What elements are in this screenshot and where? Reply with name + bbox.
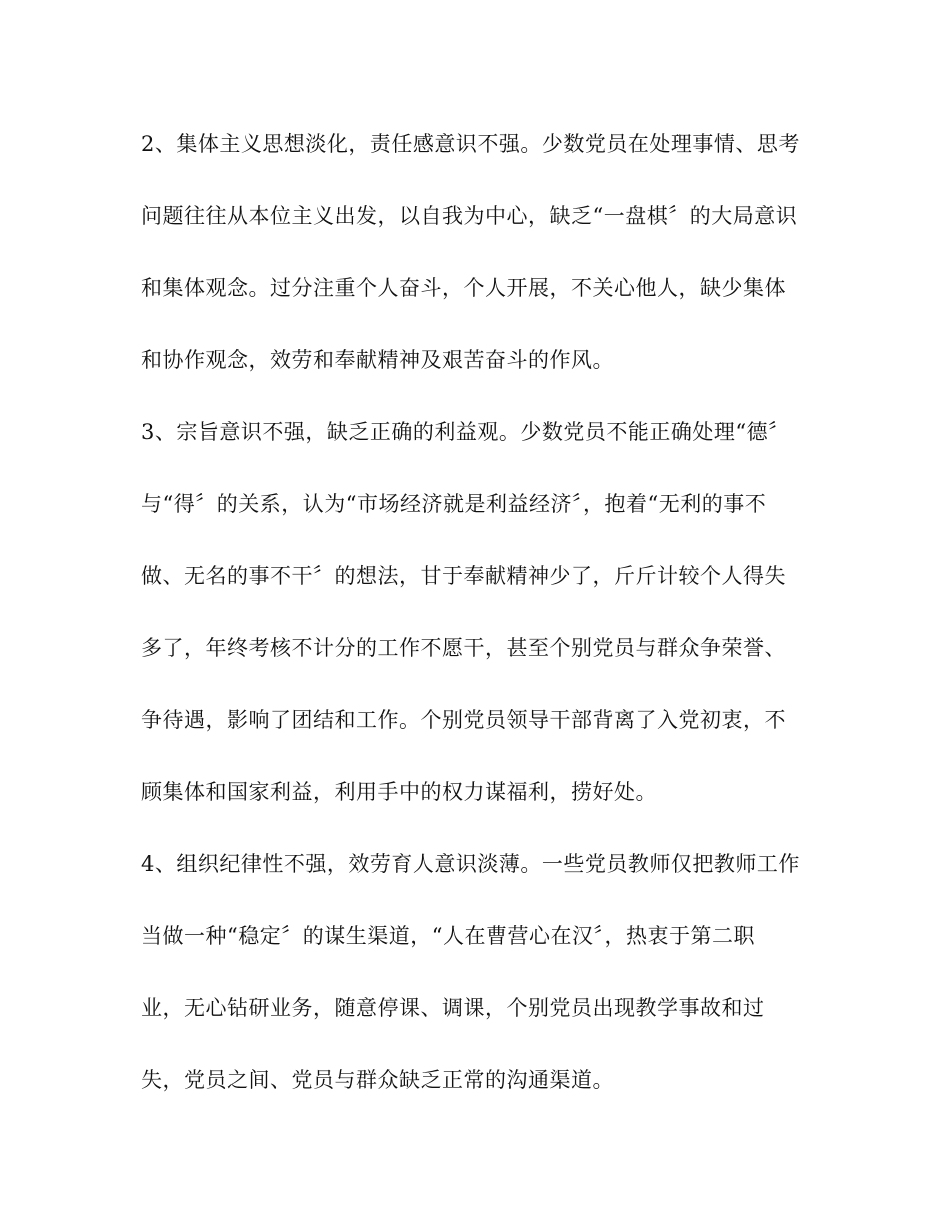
text-line: 2、集体主义思想淡化，责任感意识不强。少数党员在处理事情、思考 xyxy=(141,132,800,156)
document-body xyxy=(141,122,821,1130)
text-line: 顾集体和国家利益，利用手中的权力谋福利，捞好处。 xyxy=(141,780,657,804)
text-line: 与“得〞的关系，认为“市场经济就是利益经济〞，抱着“无利的事不 xyxy=(141,492,767,516)
text-line: 失，党员之间、党员与群众缺乏正常的沟通渠道。 xyxy=(141,1068,614,1092)
text-line: 业，无心钻研业务，随意停课、调课，个别党员出现教学事故和过 xyxy=(141,996,765,1020)
text-line: 当做一种“稳定〞的谋生渠道，“人在曹营心在汉〞，热衷于第二职 xyxy=(141,924,755,948)
text-line: 问题往往从本位主义出发，以自我为中心，缺乏“一盘棋〞的大局意识 xyxy=(141,204,798,228)
text-line: 3、宗旨意识不强，缺乏正确的利益观。少数党员不能正确处理“德〞 xyxy=(141,420,790,444)
text-line: 多了，年终考核不计分的工作不愿干，甚至个别党员与群众争荣誉、 xyxy=(141,636,786,660)
text-line: 做、无名的事不干〞的想法，甘于奉献精神少了，斤斤计较个人得失 xyxy=(141,564,786,588)
text-line: 争待遇，影响了团结和工作。个别党员领导干部背离了入党初衷，不 xyxy=(141,708,786,732)
text-line: 和协作观念，效劳和奉献精神及艰苦奋斗的作风。 xyxy=(141,348,614,372)
text-line: 和集体观念。过分注重个人奋斗，个人开展，不关心他人，缺少集体 xyxy=(141,276,786,300)
text-line: 4、组织纪律性不强，效劳育人意识淡薄。一些党员教师仅把教师工作 xyxy=(141,852,800,876)
